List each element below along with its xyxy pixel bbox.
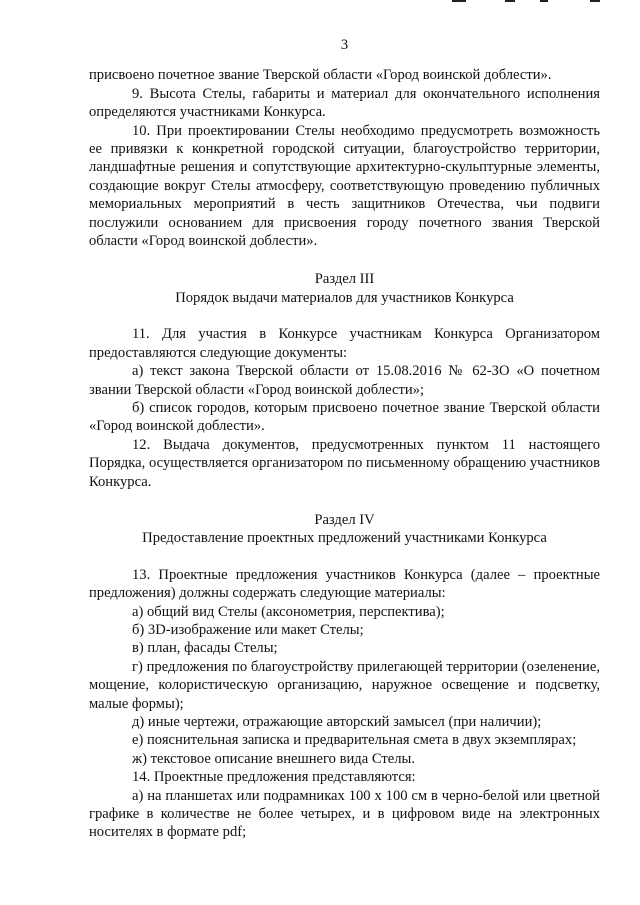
section-3-subtitle: Порядок выдачи материалов для участников Конкурса [175,289,514,306]
paragraph-13b: б) 3D-изображение или макет Стелы; [132,621,364,638]
paragraph-13g: ж) текстовое описание внешнего вида Стелы. [132,750,415,767]
paragraph-continuation: присвоено почетное звание Тверской области «Город воинской доблести». [89,67,552,84]
paragraph-9: 9. Высота Стелы, габариты и материал для окончательного исполнения определяются участниками Конкурса. [89,85,600,121]
paragraph-13d: г) предложения по благоустройству прилегающей территории (озеленение, мощение, колористическую организацию, наружное освещение и подсветку, малые формы); [89,658,600,712]
paragraph-11: 11. Для участия в Конкурсе участникам Конкурса Организатором предоставляются следующие документы: [89,326,600,361]
section-4-subtitle: Предоставление проектных предложений участниками Конкурса [142,530,547,547]
scan-edge-mark [505,0,515,2]
paragraph-14: 14. Проектные предложения представляются: [132,769,416,786]
paragraph-13c: в) план, фасады Стелы; [132,640,278,657]
paragraph-13e: д) иные чертежи, отражающие авторский замысел (при наличии); [132,714,542,730]
paragraph-12: 12. Выдача документов, предусмотренных пунктом 11 настоящего Порядка, осуществляется организатором по письменному обращению участников Конкурса. [89,436,600,490]
paragraph-10: 10. При проектировании Стелы необходимо предусмотреть возможность ее привязки к конкретной городской ситуации, благоустройство территории, ландшафтные решения и сопутствующие архитектурно-скульптурные элементы, создающие вокруг Стелы атмосферу, соответствующую проведению публичных мемориальных мероприятий в честь защитников Отечества, чьи подвиги послужили основанием для присвоения городу почетного звания Тверской области «Город воинской доблести». [89,122,600,250]
scan-edge-mark [540,0,548,2]
document-page [89,36,600,842]
scan-edge-mark [452,0,466,2]
section-4-title: Раздел IV [314,511,375,528]
paragraph-13a: а) общий вид Стелы (аксонометрия, перспектива); [132,603,445,620]
paragraph-11a: а) текст закона Тверской области от 15.08.2016 № 62-ЗО «О почетном звании Тверской области «Город воинской доблести»; [89,363,600,398]
paragraph-13: 13. Проектные предложения участников Конкурса (далее – проектные предложения) должны содержать следующие материалы: [89,566,600,602]
paragraph-14a: а) на планшетах или подрамниках 100 х 100 см в черно-белой или цветной графике в количестве не более четырех, и в цифровом виде на электронных носителях в формате pdf; [89,787,600,841]
section-3-title: Раздел III [314,271,375,288]
paragraph-13f: е) пояснительная записка и предварительная смета в двух экземплярах; [132,732,577,749]
page-number: 3 [340,37,349,53]
paragraph-11b: б) список городов, которым присвоено почетное звание Тверской области «Город воинской доблести». [89,399,600,435]
scan-edge-mark [590,0,600,2]
